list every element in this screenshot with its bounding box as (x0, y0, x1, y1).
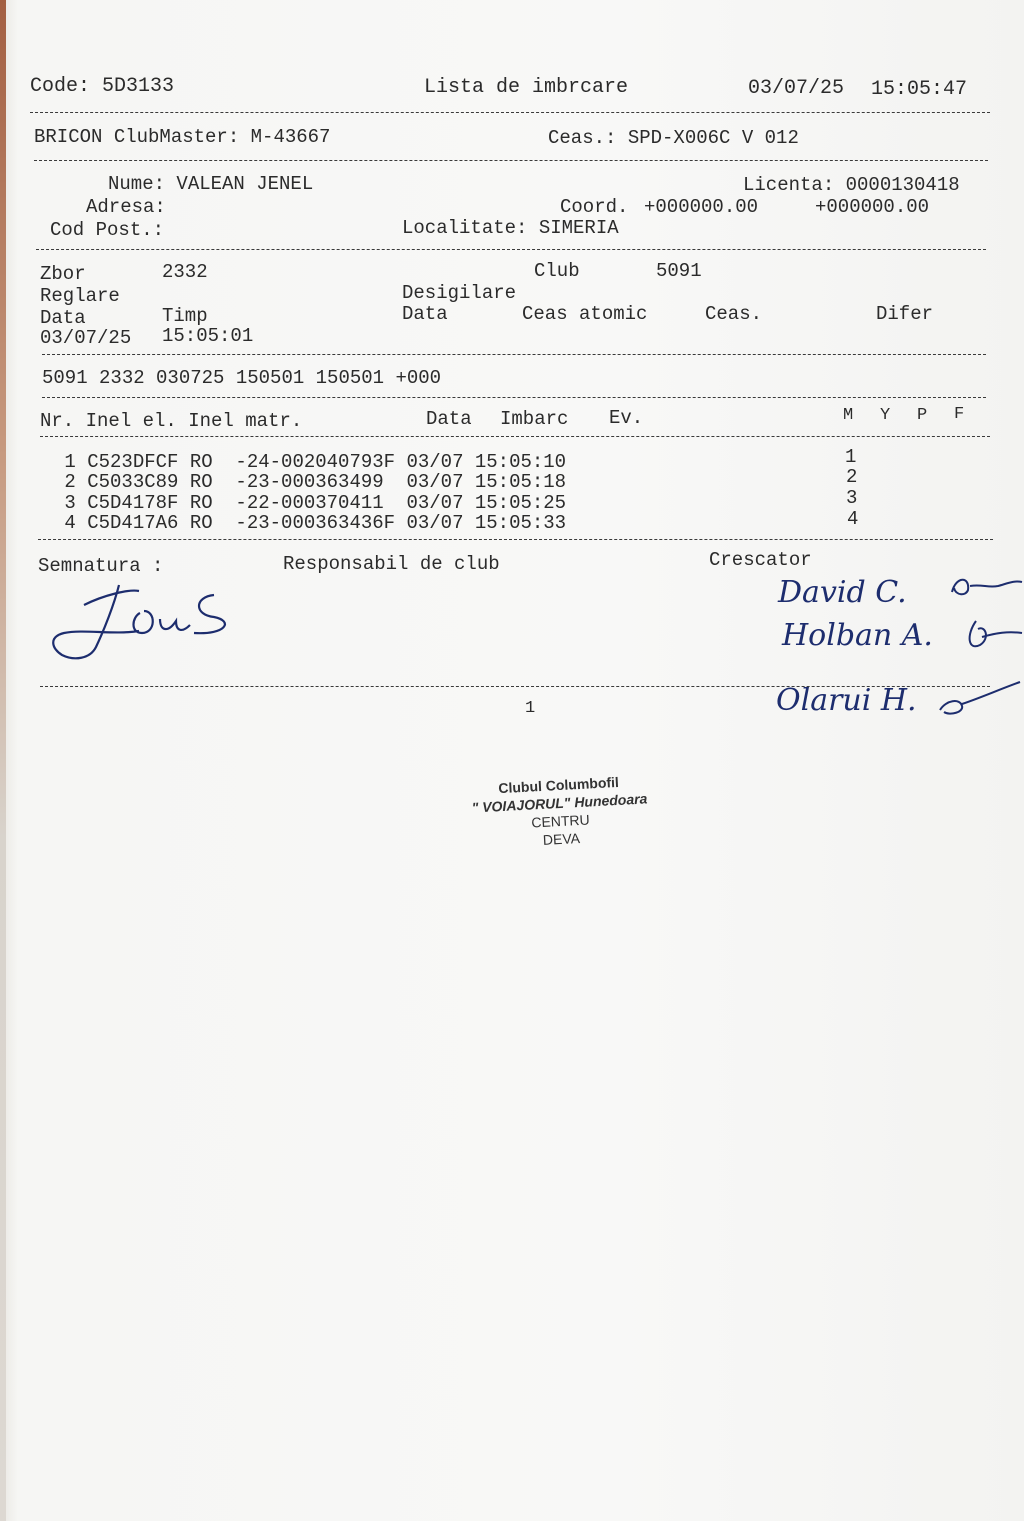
row-m-value: 2 (846, 466, 858, 488)
data-label: Data (40, 307, 86, 329)
reglare-date: 03/07/25 (40, 327, 132, 349)
code-line: 5091 2332 030725 150501 150501 +000 (42, 367, 442, 389)
locality: Localitate: SIMERIA (402, 217, 619, 239)
address-label: Adresa: (86, 196, 166, 218)
desigilare-label: Desigilare (402, 282, 517, 304)
row-m-value: 3 (846, 487, 858, 509)
signature-mark-3 (936, 676, 1022, 720)
table-row: 1 C523DFCF RO -24-002040793F 03/07 15:05:10 (53, 451, 567, 473)
breeder-label: Crescator (709, 549, 812, 571)
separator (42, 397, 986, 398)
signature-mark-1 (948, 570, 1024, 600)
club-value: 5091 (656, 260, 702, 282)
reglare-label: Reglare (40, 285, 120, 307)
atomic-clock-label: Ceas atomic (522, 303, 648, 325)
page-number: 1 (525, 699, 536, 718)
table-row: 3 C5D4178F RO -22-000370411 03/07 15:05:25 (53, 492, 567, 514)
data-label-2: Data (402, 303, 448, 325)
table-header-ev: Ev. (609, 407, 644, 429)
reglare-time: 15:05:01 (162, 325, 254, 347)
coord-value-1: +000000.00 (644, 196, 759, 218)
club-responsible-label: Responsabil de club (283, 553, 500, 575)
zbor-label: Zbor (40, 263, 86, 285)
print-date: 03/07/25 (748, 77, 845, 100)
breeder-signature-2: Holban A. (782, 618, 933, 653)
table-header-left: Nr. Inel el. Inel matr. (40, 410, 303, 432)
separator (36, 249, 986, 250)
difference-label: Difer (876, 303, 934, 325)
coord-value-2: +000000.00 (815, 196, 930, 218)
stamp-line-1: Clubul Columbofil (497, 773, 620, 797)
separator (38, 539, 993, 540)
clubmaster-label: BRICON ClubMaster: M-43667 (34, 126, 331, 148)
separator (40, 436, 990, 437)
coord-label: Coord. (560, 196, 629, 218)
zbor-value: 2332 (162, 261, 208, 283)
print-time: 15:05:47 (871, 78, 968, 101)
row-m-value: 1 (845, 446, 857, 468)
owner-name: Nume: VALEAN JENEL (108, 173, 314, 195)
stamp-line-2: " VOIAJORUL" Hunedoara (471, 790, 648, 816)
club-stamp (438, 770, 681, 854)
breeder-signature-3: Olarui H. (776, 683, 917, 718)
postal-code-label: Cod Post.: (50, 219, 165, 241)
table-header-m: M (843, 406, 854, 425)
licence-number: Licenta: 0000130418 (743, 174, 960, 196)
separator (34, 160, 988, 161)
stamp-line-4: DEVA (542, 830, 581, 848)
signature-responsible (44, 575, 244, 665)
club-label: Club (534, 260, 580, 282)
code-label: Code: 5D3133 (30, 75, 175, 98)
table-header-f: F (954, 405, 965, 424)
ceas-label: Ceas.: SPD-X006C V 012 (548, 127, 799, 149)
table-header-imbarc: Imbarc (500, 408, 569, 430)
timp-label: Timp (162, 305, 208, 327)
stamp-line-3: CENTRU (530, 811, 591, 831)
signature-label: Semnatura : (38, 555, 164, 577)
table-header-y: Y (880, 406, 891, 425)
table-header-data: Data (426, 408, 472, 430)
clock-label: Ceas. (705, 303, 763, 325)
document-title: Lista de imbrcare (424, 76, 629, 99)
breeder-signature-1: David C. (778, 575, 907, 610)
table-row: 4 C5D417A6 RO -23-000363436F 03/07 15:05:33 (53, 512, 567, 534)
page-edge (0, 0, 6, 1521)
row-m-value: 4 (847, 508, 859, 530)
separator (30, 112, 990, 113)
table-header-p: P (917, 406, 928, 425)
signature-mark-2 (962, 615, 1024, 655)
table-row: 2 C5033C89 RO -23-000363499 03/07 15:05:18 (53, 471, 567, 493)
separator (42, 354, 986, 355)
